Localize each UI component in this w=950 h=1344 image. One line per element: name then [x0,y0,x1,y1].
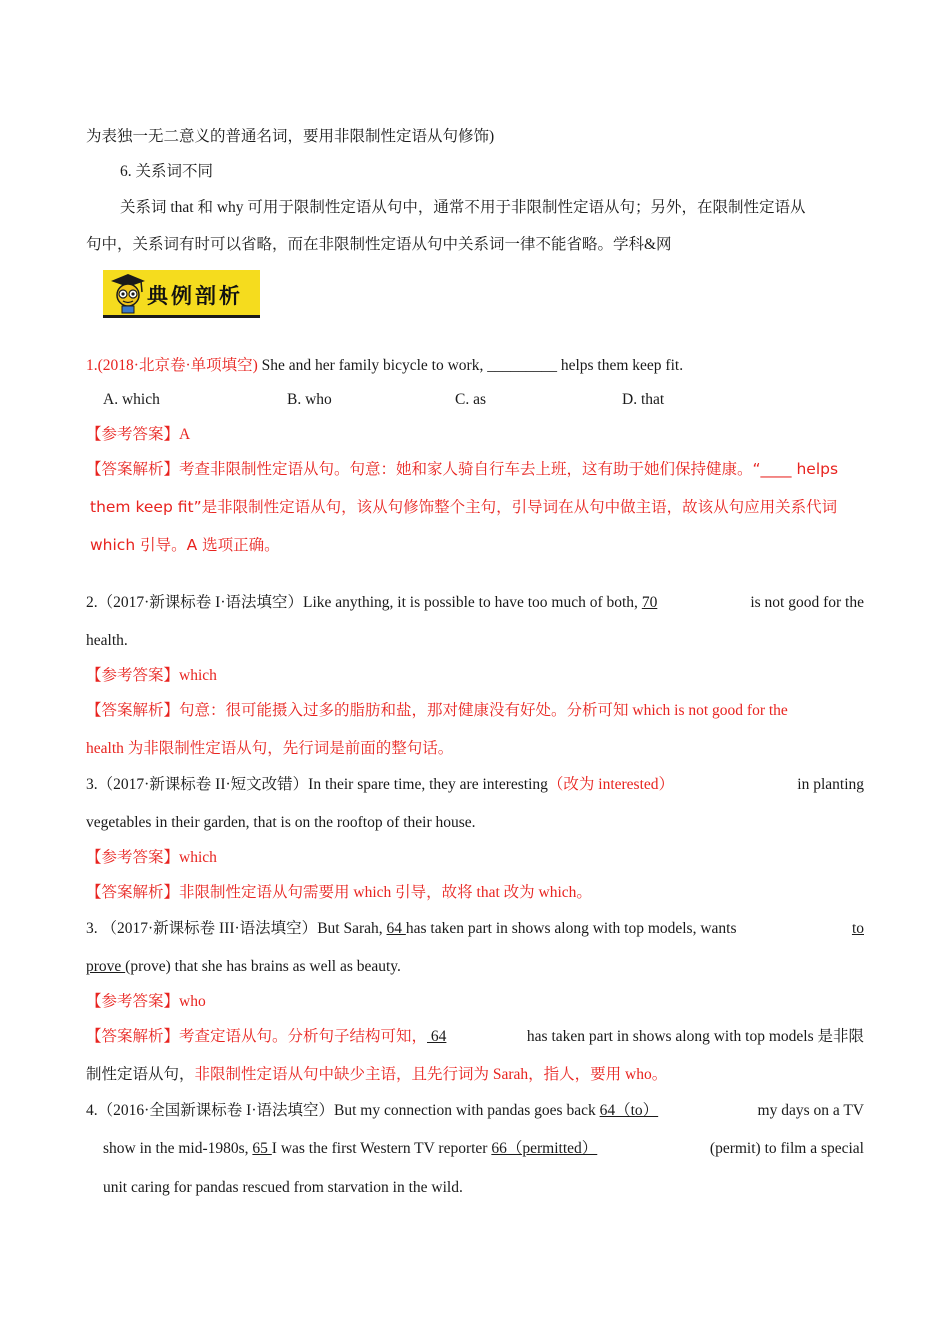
blank: to [851,920,864,937]
question-source: 3.（2017·新课标卷 II·短文改错） [86,776,309,793]
question-2-stem [86,593,864,613]
question-source: 4.（2016·全国新课标卷 I·语法填空） [86,1102,334,1119]
option-d: D. that [622,391,665,408]
answer-line [86,666,217,686]
answer-line [86,848,217,868]
answer-value: which [179,849,217,866]
blank: 64 [386,920,406,937]
answer-line [86,425,190,445]
question-4-line2 [103,1139,864,1159]
question-1-stem [86,356,683,376]
question-text: (permit) to film a special [709,1140,864,1157]
question-text: But my connection with pandas goes back [334,1102,600,1119]
analysis-line: health 为非限制性定语从句，先行词是前面的整句话。 [86,740,454,757]
question-text: show in the mid-1980s, [103,1140,253,1157]
answer-label: 【参考答案】 [86,667,180,684]
blank: 65 [252,1140,272,1157]
option-b: B. who [287,391,332,408]
question-3b-stem [86,919,864,939]
question-text: Like anything, it is possible to have too much of both, [303,594,642,611]
scholar-cartoon-icon [107,272,147,314]
question-4-line3: unit caring for pandas rescued from starvation in the wild. [103,1179,463,1196]
option-c: C. as [455,391,486,408]
analysis-text: has taken part in shows along with top models 是非限 [526,1028,864,1045]
analysis-line [86,1027,864,1047]
section-heading: 6. 关系词不同 [120,163,214,180]
answer-label: 【参考答案】 [86,849,180,866]
analysis-line [86,1065,667,1085]
question-text: has taken part in shows along with top models, wants [405,920,737,937]
blank: 70 [641,594,658,611]
question-source: 3. （2017·新课标卷 III·语法填空） [86,920,318,937]
analysis-line: which 引导。A 选项正确。 [90,536,280,554]
question-4-stem [86,1101,864,1121]
analysis-line: them keep fit”是非限制性定语从句，该从句修饰整个主句，引导词在从句中做主语，故该从句应用关系代词 [90,498,838,516]
blank: 64（to） [599,1102,659,1119]
intro-paragraph-line: 句中，关系词有时可以省略，而在非限制性定语从句中关系词一律不能省略。学科&网 [86,236,672,253]
question-text: But Sarah, [317,920,387,937]
answer-label: 【参考答案】 [86,993,180,1010]
question-text: In their spare time, they are interesting [308,776,548,793]
question-3b-stem-line2 [86,957,401,977]
analysis-text: 制性定语从句， [86,1066,195,1083]
banner-title: 典例剖析 [147,283,243,308]
answer-value: which [179,667,217,684]
answer-value: who [179,993,206,1010]
analysis-text: 非限制性定语从句中缺少主语，且先行词为 Sarah，指人，要用 who。 [194,1066,668,1083]
question-text: is not good for the [750,594,864,611]
analysis-line: 【答案解析】考查非限制性定语从句。句意：她和家人骑自行车去上班，这有助于她们保持健康。“____ helps [86,460,839,478]
question-3-stem-line2: vegetables in their garden, that is on the rooftop of their house. [86,814,476,831]
question-3-stem [86,775,864,795]
answer-value: A [179,426,191,443]
option-a: A. which [103,391,160,408]
analysis-line: 【答案解析】非限制性定语从句需要用 which 引导，故将 that 改为 which。 [86,884,592,901]
example-banner [103,270,260,318]
question-2-stem-line2: health. [86,632,128,649]
blank: 66（permitted） [491,1140,598,1157]
question-source: 2.（2017·新课标卷 I·语法填空） [86,594,303,611]
question-source: 1.(2018·北京卷·单项填空) [86,357,258,374]
intro-line: 为表独一无二意义的普通名词，要用非限制性定语从句修饰) [86,128,495,145]
question-text: in planting [797,776,864,793]
answer-label: 【参考答案】 [86,426,180,443]
analysis-line: 【答案解析】句意：很可能摄入过多的脂肪和盐，那对健康没有好处。分析可知 which is not good for the [86,702,788,719]
blank: 64 [427,1028,447,1045]
question-text: I was the first Western TV reporter [271,1140,492,1157]
question-text: She and her family bicycle to work, _________ helps them keep fit. [257,357,684,374]
answer-line [86,992,206,1012]
analysis-text: 【答案解析】考查定语从句。分析句子结构可知， [86,1028,428,1045]
question-text: my days on a TV [757,1102,864,1119]
correction-note: （改为 interested） [547,776,675,793]
question-text: (prove) that she has brains as well as beauty. [125,958,401,975]
intro-paragraph-line: 关系词 that 和 why 可用于限制性定语从句中，通常不用于非限制性定语从句；另外，在限制性定语从 [120,199,806,216]
blank: prove [86,958,126,975]
